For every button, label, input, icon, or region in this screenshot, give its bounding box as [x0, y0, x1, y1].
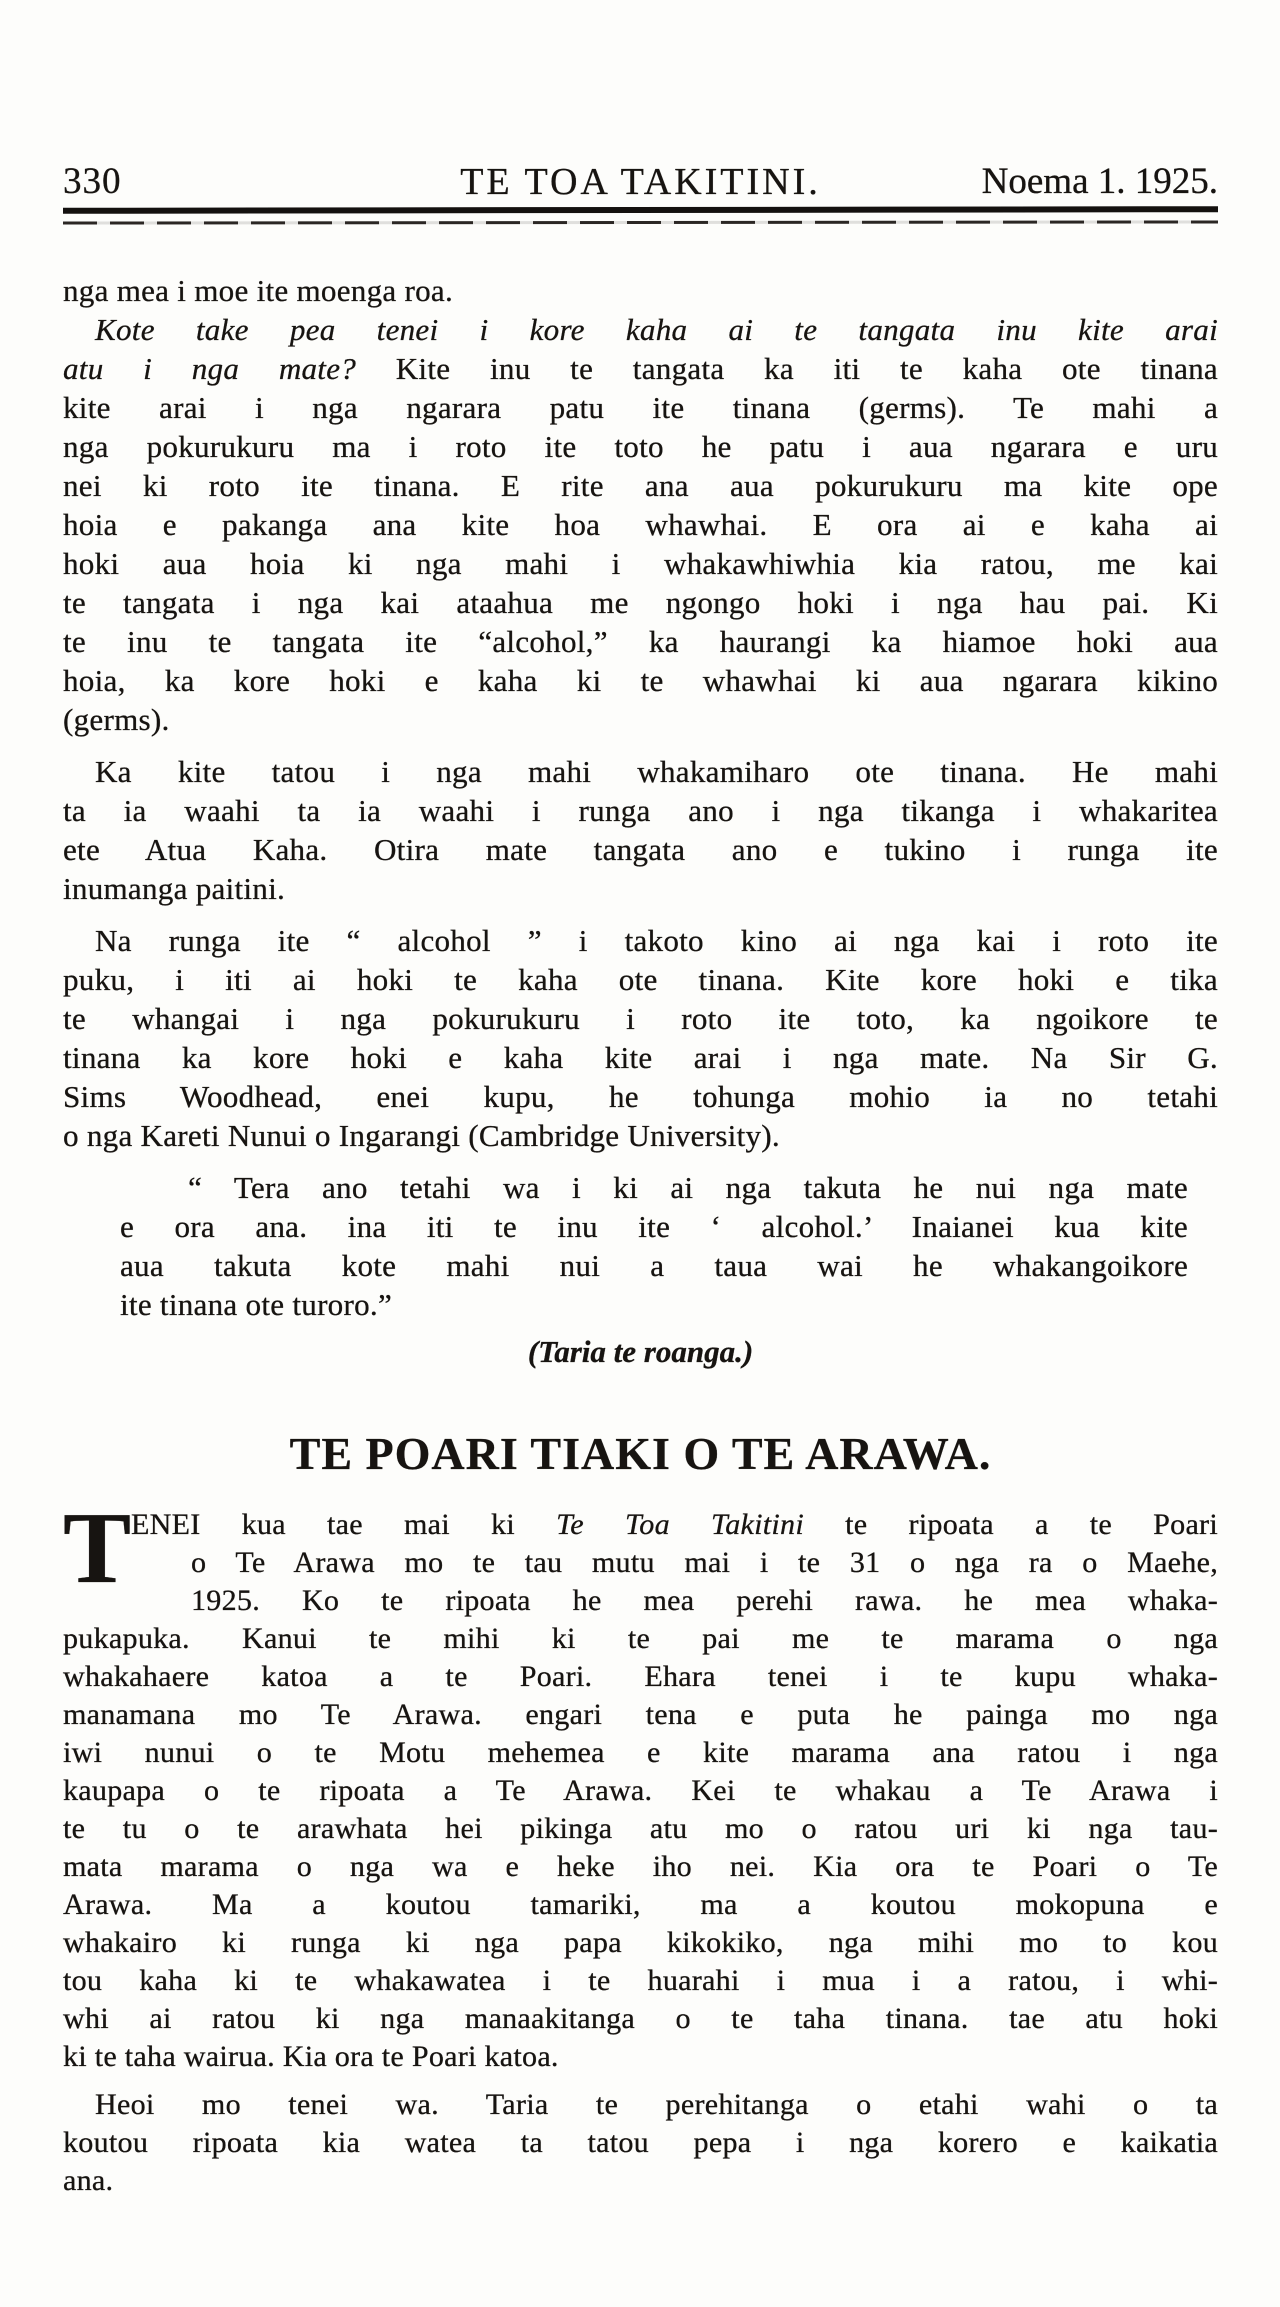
text: nga pokurukuru ma i roto ite toto he patu i aua ngarara e uru	[63, 429, 1218, 464]
text-line	[63, 921, 1218, 960]
text-line	[63, 310, 1218, 349]
header-rule-thick	[63, 206, 1218, 214]
text: Sims Woodhead, enei kupu, he tohunga mohio ia no tetahi	[63, 1079, 1218, 1114]
masthead	[63, 162, 1218, 202]
text: te whangai i nga pokurukuru i roto ite toto, ka ngoikore te	[63, 1001, 1218, 1036]
text: pukapuka. Kanui te mihi ki te pai me te marama o nga	[63, 1622, 1218, 1655]
text: o Te Arawa mo te tau mutu mai i te 31 o nga ra o Maehe,	[191, 1546, 1218, 1579]
text-line	[63, 830, 1218, 869]
text-line	[63, 1924, 1218, 1962]
text: nga mea i moe ite moenga roa.	[63, 273, 454, 308]
text: te ripoata a te Poari	[804, 1508, 1218, 1541]
text-line	[63, 622, 1218, 661]
newspaper-title: TE TOA TAKITINI.	[460, 161, 821, 203]
text-line	[63, 1696, 1218, 1734]
text-line	[63, 427, 1218, 466]
text-line	[63, 2124, 1218, 2162]
text: tinana ka kore hoki e kaha kite arai i nga mate. Na Sir G.	[63, 1040, 1218, 1075]
text-line	[63, 388, 1218, 427]
text-line	[63, 1772, 1218, 1810]
text: Ka kite tatou i nga mahi whakamiharo ote tinana. He mahi	[95, 754, 1218, 789]
text: mata marama o nga wa e heke iho nei. Kia ora te Poari o Te	[63, 1850, 1218, 1883]
paragraph-closing	[63, 2086, 1218, 2200]
text: e ora ana. ina iti te inu ite ‘ alcohol.’ Inaianei kua kite	[120, 1209, 1188, 1244]
paragraph-lead	[63, 1492, 1218, 2076]
text: nei ki roto ite tinana. E rite ana aua pokurukuru ma kite ope	[63, 468, 1218, 503]
text-line	[63, 1582, 1218, 1620]
italic-text: Te Toa Takitini	[556, 1508, 804, 1541]
text-line	[63, 869, 1218, 908]
header-rule-thin	[63, 220, 1218, 224]
text-line	[63, 1506, 1218, 1544]
text-line	[63, 791, 1218, 830]
text: kite arai i nga ngarara patu ite tinana (germs). Te mahi a	[63, 390, 1218, 425]
text-line	[63, 583, 1218, 622]
article-heading: TE POARI TIAKI O TE ARAWA.	[289, 1428, 992, 1479]
text-line	[120, 1207, 1188, 1246]
text: hoia e pakanga ana kite hoa whawhai. E ora ai e kaha ai	[63, 507, 1218, 542]
text: Na runga ite “ alcohol ” i takoto kino ai nga kai i roto ite	[95, 923, 1218, 958]
text-line	[63, 1848, 1218, 1886]
text-line	[63, 1810, 1218, 1848]
page-number: 330	[63, 161, 122, 202]
article-alcohol	[63, 271, 1218, 1374]
text: ki te taha wairua. Kia ora te Poari katoa.	[63, 2040, 559, 2073]
text-column	[63, 271, 1218, 2200]
text-line	[63, 1077, 1218, 1116]
text: (germs).	[63, 702, 170, 737]
issue-date: Noema 1. 1925.	[981, 161, 1218, 202]
text: Kite inu te tangata ka iti te kaha ote tinana	[356, 351, 1218, 386]
drop-cap-letter: T	[63, 1492, 132, 1605]
text: inumanga paitini.	[63, 871, 286, 906]
text: ana.	[63, 2164, 114, 2197]
blockquote	[120, 1168, 1188, 1324]
text: whi ai ratou ki nga manaakitanga o te taha tinana. tae atu hoki	[63, 2002, 1218, 2035]
text-line	[63, 1116, 1218, 1155]
italic-text: atu i nga mate?	[63, 351, 357, 386]
text: koutou ripoata kia watea ta tatou pepa i nga korero e kaikatia	[63, 2126, 1218, 2159]
text: te tangata i nga kai ataahua me ngongo hoki i nga hau pai. Ki	[63, 585, 1218, 620]
text: kaupapa o te ripoata a Te Arawa. Kei te whakau a Te Arawa i	[63, 1774, 1218, 1807]
text-line	[63, 999, 1218, 1038]
text: aua takuta kote mahi nui a taua wai he whakangoikore	[120, 1248, 1188, 1283]
text-line	[63, 960, 1218, 999]
text: “ Tera ano tetahi wa i ki ai nga takuta he nui nga mate	[188, 1170, 1188, 1205]
text-line	[63, 544, 1218, 583]
text-line	[63, 700, 1218, 739]
text: ENEI kua tae mai ki	[131, 1508, 557, 1541]
text-line	[63, 1962, 1218, 2000]
text: whakairo ki runga ki nga papa kikokiko, nga mihi mo to kou	[63, 1926, 1218, 1959]
text-line	[63, 1886, 1218, 1924]
text-line	[63, 2000, 1218, 2038]
text-line	[63, 1658, 1218, 1696]
text: o nga Kareti Nunui o Ingarangi (Cambridge University).	[63, 1118, 780, 1153]
text-line	[63, 505, 1218, 544]
text: hoia, ka kore hoki e kaha ki te whawhai ki aua ngarara kikino	[63, 663, 1218, 698]
text-line	[63, 661, 1218, 700]
text-line	[120, 1285, 1188, 1324]
text: ta ia waahi ta ia waahi i runga ano i nga tikanga i whakaritea	[63, 793, 1218, 828]
text: Arawa. Ma a koutou tamariki, ma a koutou mokopuna e	[63, 1888, 1218, 1921]
text-line	[63, 1734, 1218, 1772]
text-line	[63, 1038, 1218, 1077]
italic-text: Kote take pea tenei i kore kaha ai te tangata inu kite arai	[95, 312, 1218, 347]
paragraph-ka-kite	[63, 752, 1218, 908]
text-line	[120, 1168, 1188, 1207]
text: whakahaere katoa a te Poari. Ehara tenei i te kupu whaka-	[63, 1660, 1218, 1693]
continued-note: (Taria te roanga.)	[527, 1334, 754, 1369]
text-line	[63, 2038, 1218, 2076]
text-line	[63, 1620, 1218, 1658]
text-line	[63, 2162, 1218, 2200]
text-line	[63, 349, 1218, 388]
text-line	[63, 1544, 1218, 1582]
text-line	[63, 752, 1218, 791]
text-line	[63, 271, 1218, 310]
paragraph-na-runga	[63, 921, 1218, 1155]
text: te tu o te arawhata hei pikinga atu mo o ratou uri ki nga tau-	[63, 1812, 1218, 1845]
text-line	[63, 466, 1218, 505]
text: tou kaha ki te whakawatea i te huarahi i mua i a ratou, i whi-	[63, 1964, 1218, 1997]
text: ete Atua Kaha. Otira mate tangata ano e tukino i runga ite	[63, 832, 1218, 867]
text: hoki aua hoia ki nga mahi i whakawhiwhia kia ratou, me kai	[63, 546, 1218, 581]
text-line	[63, 2086, 1218, 2124]
text: iwi nunui o te Motu mehemea e kite marama ana ratou i nga	[63, 1736, 1218, 1769]
text: 1925. Ko te ripoata he mea perehi rawa. he mea whaka-	[191, 1584, 1218, 1617]
text: ite tinana ote turoro.”	[120, 1287, 393, 1322]
text: puku, i iti ai hoki te kaha ote tinana. Kite kore hoki e tika	[63, 962, 1218, 997]
text: Heoi mo tenei wa. Taria te perehitanga o etahi wahi o ta	[95, 2088, 1218, 2121]
text: manamana mo Te Arawa. engari tena e puta he painga mo nga	[63, 1698, 1218, 1731]
paragraph-intro	[63, 310, 1218, 739]
text: te inu te tangata ite “alcohol,” ka haurangi ka hiamoe hoki aua	[63, 624, 1218, 659]
paragraph-continuation	[63, 271, 1218, 310]
text-line	[120, 1246, 1188, 1285]
article-te-poari	[63, 1428, 1218, 2200]
